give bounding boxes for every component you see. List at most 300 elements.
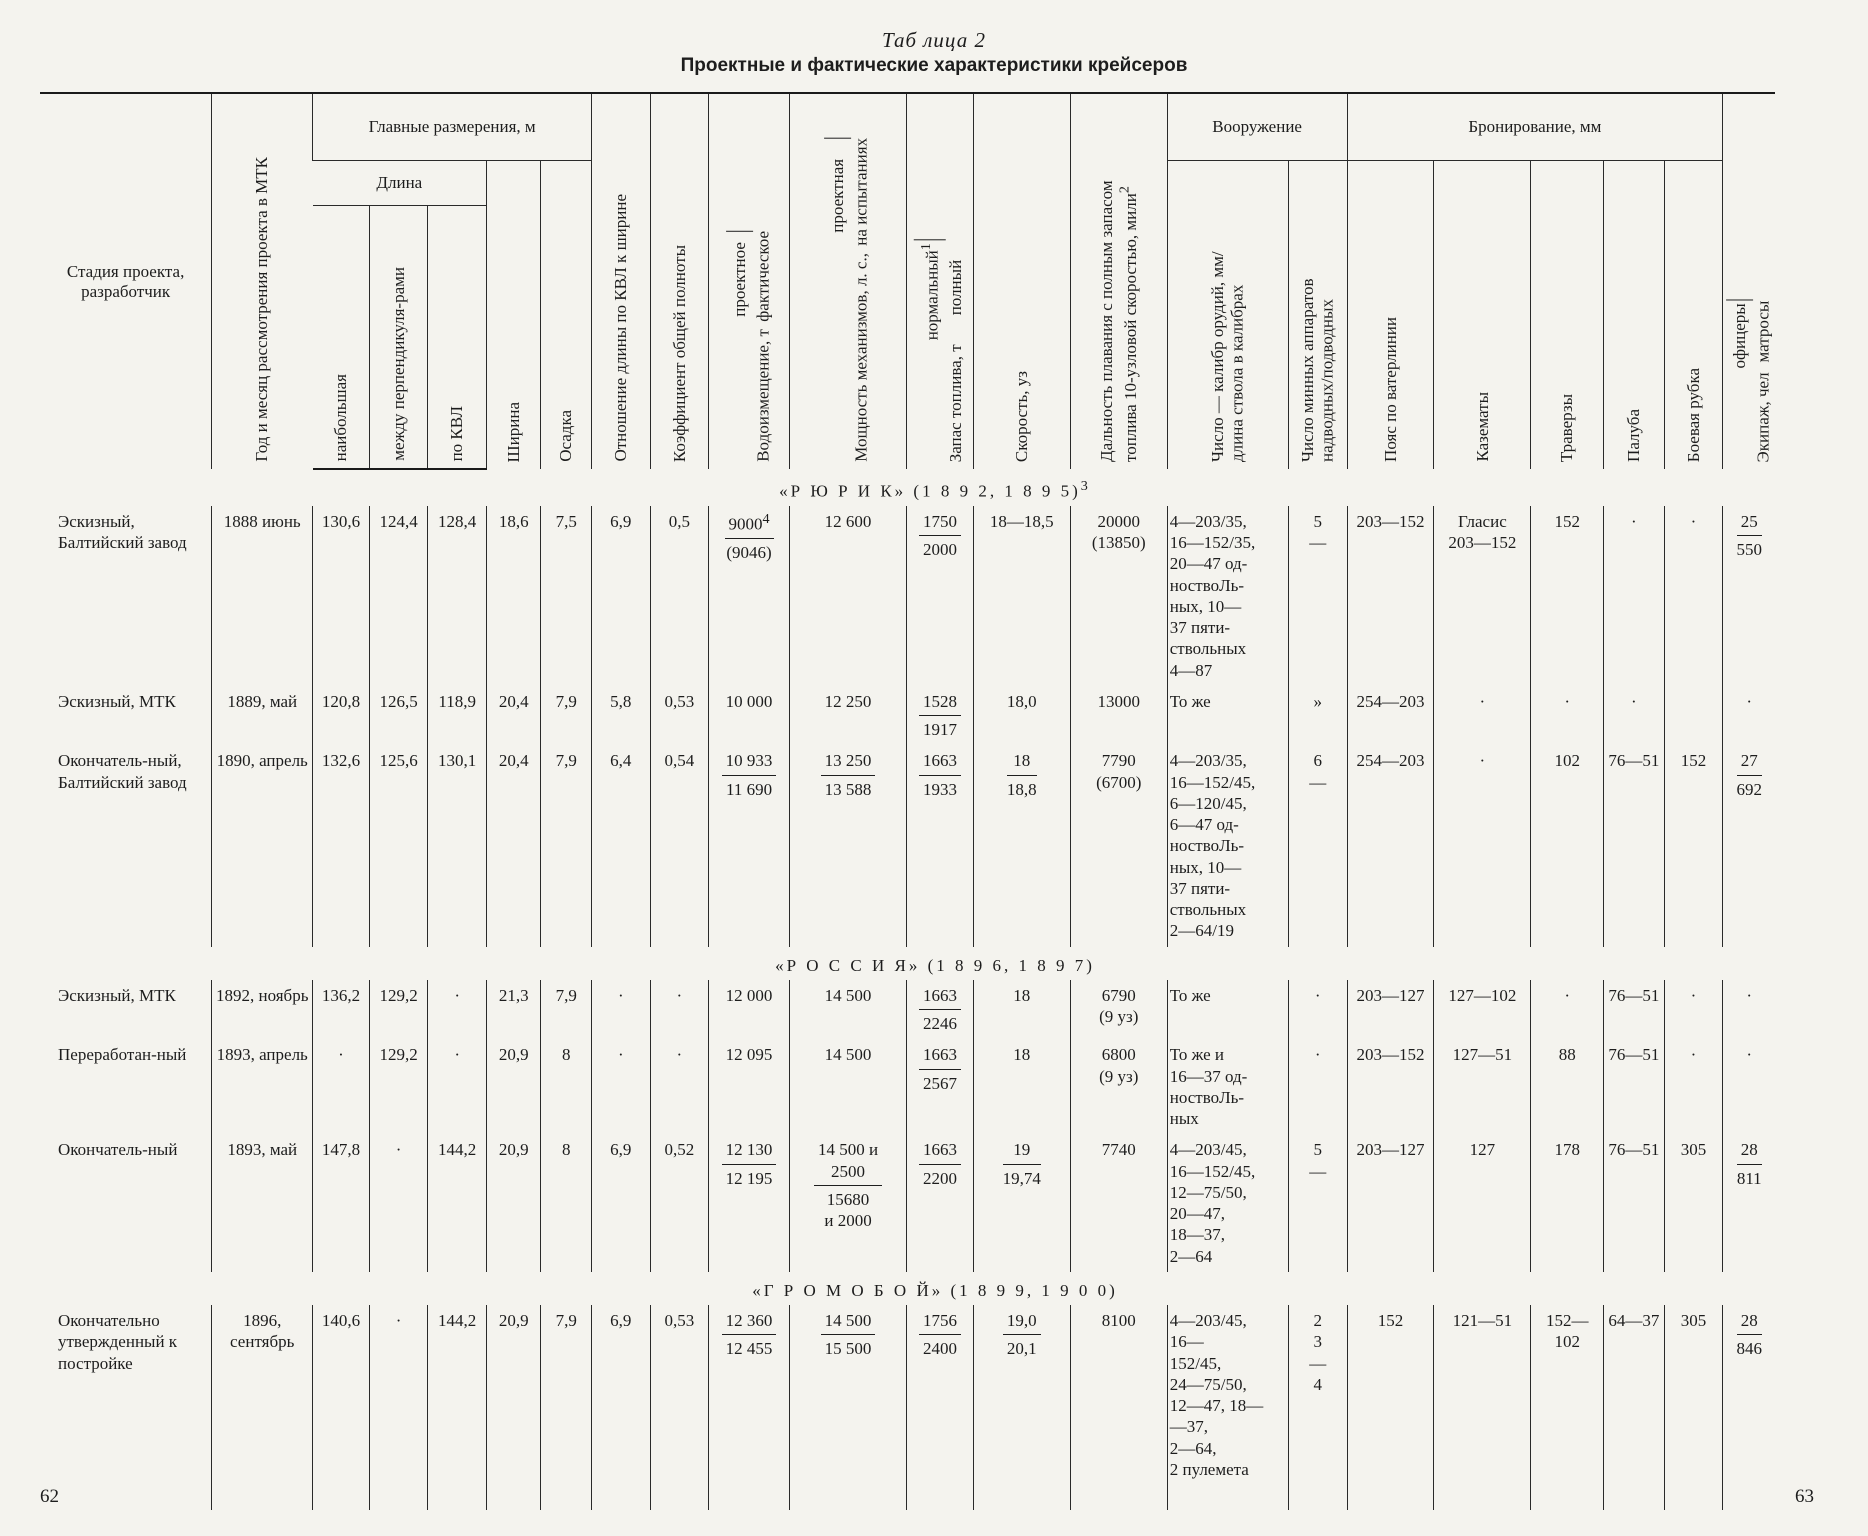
lkvl: · (454, 985, 460, 1005)
header-draft: Осадка (541, 161, 592, 470)
section-title (40, 1272, 1830, 1305)
data-table-container (40, 92, 1830, 1479)
coef-cell (650, 1039, 709, 1134)
lmax-cell (313, 980, 370, 1040)
displacement-cell (709, 686, 790, 746)
fuel-denominator (919, 536, 961, 560)
casemates: · (1479, 751, 1486, 771)
ratio: · (617, 985, 624, 1005)
speed-cell (973, 506, 1070, 686)
displacement-cell (709, 1134, 790, 1272)
power-value: 14 500 (824, 1311, 872, 1331)
lkvl-cell (428, 1134, 487, 1272)
speed-cell (973, 686, 1070, 746)
header-armament: Вооружение (1167, 93, 1347, 161)
lmax: 147,8 (321, 1140, 361, 1160)
fuel-value: 1750 (922, 511, 957, 531)
ratio: 6,9 (610, 511, 632, 531)
beam: 20,9 (498, 1311, 529, 1331)
lkvl: 130,1 (438, 751, 477, 771)
footnote-mark: 3 (1080, 478, 1091, 494)
guns: 4—203/45, 16—152/45, 12—75/50, 20—47, 18—37, 2—64 (1169, 1140, 1256, 1266)
deck: · (1631, 511, 1637, 531)
belt-cell (1347, 1305, 1434, 1510)
torpedo-cell (1288, 1305, 1347, 1510)
header-stage: Стадия проекта, разработчик (40, 93, 212, 469)
deck: 76—51 (1608, 985, 1660, 1005)
speed-cell (973, 745, 1070, 946)
header-deck: Палуба (1604, 161, 1665, 470)
lkvl-cell (428, 1039, 487, 1134)
lpp-cell (369, 980, 428, 1040)
fuel-value: 1663 (922, 751, 957, 771)
fuel-numerator (919, 1139, 961, 1164)
range-cell (1070, 686, 1167, 746)
speed-value: 18 (1013, 985, 1031, 1005)
lkvl: 118,9 (438, 691, 476, 711)
header-length-kvl: по КВЛ (428, 206, 487, 470)
power-cell (789, 686, 906, 746)
draft-cell (541, 1134, 592, 1272)
displacement-denominator (725, 539, 774, 563)
lpp-cell (369, 745, 428, 946)
power-value: 15680 и 2000 (824, 1189, 872, 1231)
belt: 254—203 (1356, 691, 1425, 711)
table-row (40, 686, 1830, 746)
table-caption: Таб лица 2 (882, 28, 986, 52)
ratio: · (617, 1045, 624, 1065)
power-value: 14 500 (824, 985, 872, 1005)
torpedo: » (1313, 691, 1322, 711)
speed-value: 19,0 (1006, 1311, 1037, 1331)
beam-cell (486, 1305, 541, 1510)
table-title-block (0, 28, 1868, 77)
crew-fraction (1737, 1139, 1762, 1189)
range-cell (1070, 980, 1167, 1040)
torpedo: — (1309, 533, 1327, 553)
range-value: 6790 (1101, 985, 1136, 1005)
crew-value: 28 (1740, 1140, 1758, 1160)
crew-cell (1723, 1134, 1776, 1272)
displacement-denominator (722, 1165, 777, 1189)
guns-cell (1167, 506, 1288, 686)
lkvl-cell (428, 1305, 487, 1510)
fuel-value: 2000 (922, 540, 957, 560)
fuel-value: 2400 (922, 1339, 957, 1359)
stage: Эскизный, МТК (58, 985, 176, 1005)
power-value: 12 250 (824, 691, 872, 711)
lmax: 120,8 (321, 691, 361, 711)
speed-cell (973, 1039, 1070, 1134)
displacement-fraction (722, 750, 777, 800)
lkvl-cell (428, 506, 487, 686)
section-row (40, 947, 1830, 980)
fuel-value: 1663 (922, 1045, 957, 1065)
traverses: · (1564, 985, 1571, 1005)
stage-cell (40, 1305, 212, 1510)
fuel-fraction (919, 1310, 961, 1360)
draft-cell (541, 506, 592, 686)
torpedo-cell (1288, 506, 1347, 686)
lmax: 130,6 (321, 511, 361, 531)
crew-cell (1723, 686, 1776, 746)
fuel-numerator (919, 1044, 961, 1069)
fuel-numerator (919, 985, 961, 1010)
table-row (40, 1039, 1830, 1134)
conning-cell (1664, 1305, 1723, 1510)
beam: 20,4 (498, 751, 529, 771)
year: 1893, апрель (216, 1045, 308, 1065)
stage: Окончатель-ный, Балтийский завод (58, 751, 187, 792)
belt-cell (1347, 686, 1434, 746)
displacement-fraction (722, 1310, 777, 1360)
year: 1896, сентябрь (230, 1311, 295, 1352)
speed-value: 20,1 (1006, 1339, 1037, 1359)
stage-cell (40, 980, 212, 1040)
fuel-cell (907, 980, 974, 1040)
range-cell (1070, 1039, 1167, 1134)
lkvl-cell (428, 686, 487, 746)
torpedo: 6 (1313, 751, 1322, 771)
torpedo: 4 (1313, 1374, 1322, 1394)
crew-value: 692 (1736, 779, 1762, 799)
displacement-numerator (722, 1139, 777, 1164)
torpedo-cell (1288, 980, 1347, 1040)
casemates: 127—102 (1448, 985, 1517, 1005)
power-cell (789, 506, 906, 686)
ratio: 5,8 (610, 691, 632, 711)
header-block-coef: Коэффициент общей полноты (650, 93, 709, 469)
displacement-numerator (725, 511, 774, 539)
range-value: 20000 (1097, 511, 1140, 531)
fuel-value: 1663 (922, 1140, 957, 1160)
displacement-fraction (722, 1139, 777, 1189)
header-main-dims: Главные размерения, м (313, 93, 592, 161)
deck: 64—37 (1608, 1311, 1660, 1331)
power-numerator (814, 1139, 882, 1186)
speed-numerator (1007, 750, 1037, 775)
power-cell (789, 1134, 906, 1272)
speed-fraction (1003, 1139, 1041, 1189)
belt-cell (1347, 506, 1434, 686)
fuel-denominator (919, 1335, 961, 1359)
deck: 76—51 (1608, 751, 1660, 771)
displacement-value: 10 933 (725, 751, 773, 771)
coef-cell (650, 686, 709, 746)
traverses: 102 (1554, 751, 1580, 771)
displacement-denominator (722, 776, 777, 800)
speed-numerator (1003, 1310, 1041, 1335)
coef-cell (650, 980, 709, 1040)
guns-cell (1167, 745, 1288, 946)
lmax-cell (313, 1305, 370, 1510)
torpedo-cell (1288, 745, 1347, 946)
year-cell (212, 506, 313, 686)
beam: 21,3 (498, 985, 529, 1005)
coef: · (676, 1045, 683, 1065)
crew-numerator (1737, 511, 1763, 536)
crew-fraction (1737, 1310, 1763, 1360)
beam-cell (486, 745, 541, 946)
fuel-numerator (919, 750, 961, 775)
lpp-cell (369, 686, 428, 746)
ratio-cell (592, 980, 651, 1040)
lpp: 124,4 (379, 511, 418, 531)
fuel-fraction (919, 511, 961, 561)
ratio-cell (592, 745, 651, 946)
fuel-numerator (919, 511, 961, 536)
stage-cell (40, 506, 212, 686)
draft: 7,9 (555, 691, 577, 711)
lpp: · (395, 1140, 402, 1160)
header-casemates: Казематы (1434, 161, 1531, 470)
coef: 0,53 (664, 1311, 695, 1331)
lpp-cell (369, 1039, 428, 1134)
fuel-value: 2246 (922, 1014, 957, 1034)
year: 1893, май (227, 1140, 298, 1160)
crew-value: 28 (1740, 1311, 1758, 1331)
power-fraction (821, 1310, 876, 1360)
fuel-fraction (919, 1139, 961, 1189)
stage-cell (40, 686, 212, 746)
header-traverses: Траверзы (1531, 161, 1604, 470)
table-row (40, 506, 1830, 686)
displacement-value: (9046) (726, 542, 772, 562)
displacement-fraction (725, 511, 774, 563)
casemates: · (1479, 691, 1486, 711)
crew-cell (1723, 506, 1776, 686)
range-cell (1070, 506, 1167, 686)
draft: 8 (561, 1045, 571, 1065)
crew-cell (1723, 1305, 1776, 1510)
guns-cell (1167, 980, 1288, 1040)
fuel-value: 1528 (922, 691, 957, 711)
coef: · (676, 985, 683, 1005)
header-length: Длина (313, 161, 487, 206)
draft: 7,9 (555, 985, 577, 1005)
casemates-cell (1434, 506, 1531, 686)
speed-denominator (1003, 1165, 1041, 1189)
ratio: 6,9 (610, 1140, 632, 1160)
speed-cell (973, 1134, 1070, 1272)
power-denominator (821, 776, 876, 800)
lmax-cell (313, 686, 370, 746)
beam: 18,6 (498, 511, 529, 531)
lkvl: 144,2 (438, 1311, 477, 1331)
header-guns: Число — калибр орудий, мм/длина ствола в калибрах (1167, 161, 1288, 470)
speed-fraction (1003, 1310, 1041, 1360)
fuel-fraction (919, 750, 961, 800)
belt: 254—203 (1356, 751, 1425, 771)
lmax-cell (313, 1039, 370, 1134)
torpedo-cell (1288, 1039, 1347, 1134)
draft: 7,9 (555, 1311, 577, 1331)
power-value: 14 500 и 2500 (817, 1140, 879, 1181)
header-length-max: наибольшая (313, 206, 370, 470)
range-value: (9 уз) (1099, 1066, 1139, 1086)
draft-cell (541, 745, 592, 946)
casemates-cell (1434, 745, 1531, 946)
crew-cell (1723, 745, 1776, 946)
torpedo: 5 (1313, 1140, 1322, 1160)
conning-cell (1664, 686, 1723, 746)
conning: · (1690, 1045, 1697, 1065)
traverses-cell (1531, 686, 1604, 746)
coef: 0,52 (664, 1140, 695, 1160)
traverses: · (1564, 691, 1571, 711)
section-title (40, 469, 1830, 506)
fuel-cell (907, 686, 974, 746)
draft-cell (541, 686, 592, 746)
fuel-value: 1663 (922, 985, 957, 1005)
torpedo: — (1309, 1353, 1327, 1373)
deck-cell (1604, 745, 1665, 946)
fuel-value: 1756 (922, 1311, 957, 1331)
traverses-cell (1531, 745, 1604, 946)
deck-cell (1604, 686, 1665, 746)
crew-denominator (1737, 1335, 1763, 1359)
beam: 20,9 (498, 1140, 529, 1160)
power-fraction (814, 1139, 882, 1231)
casemates: 121—51 (1452, 1311, 1513, 1331)
power-fraction (821, 750, 876, 800)
displacement-cell (709, 1305, 790, 1510)
beam-cell (486, 686, 541, 746)
power-cell (789, 745, 906, 946)
conning-cell (1664, 980, 1723, 1040)
belt-cell (1347, 980, 1434, 1040)
header-fuel: Запас топлива, т нормальный$^1$ полный (907, 93, 974, 469)
lpp-cell (369, 506, 428, 686)
traverses: 178 (1554, 1140, 1580, 1160)
crew-denominator (1737, 1165, 1762, 1189)
coef-cell (650, 506, 709, 686)
draft-cell (541, 1305, 592, 1510)
table-row (40, 1134, 1830, 1272)
cruiser-characteristics-table (40, 92, 1830, 1510)
fuel-denominator (919, 1070, 961, 1094)
fuel-cell (907, 506, 974, 686)
guns: То же (1169, 691, 1211, 711)
speed-numerator (1003, 1139, 1041, 1164)
crew-numerator (1737, 1310, 1763, 1335)
belt-cell (1347, 1039, 1434, 1134)
year-cell (212, 1039, 313, 1134)
crew-denominator (1737, 776, 1763, 800)
deck: · (1631, 691, 1637, 711)
power-denominator (821, 1335, 876, 1359)
range-value: (13850) (1091, 533, 1146, 553)
torpedo: 3 (1313, 1332, 1322, 1352)
guns-cell (1167, 1039, 1288, 1134)
speed-value: 18—18,5 (989, 511, 1054, 531)
deck-cell (1604, 506, 1665, 686)
speed-value: 18 (1013, 751, 1031, 771)
speed-value: 18,8 (1006, 779, 1037, 799)
crew-value: 25 (1740, 511, 1758, 531)
torpedo: · (1314, 985, 1321, 1005)
page-number-left: 62 (40, 1486, 59, 1507)
year-cell (212, 1305, 313, 1510)
power-cell (789, 980, 906, 1040)
crew-denominator (1737, 536, 1763, 560)
crew-fraction (1737, 750, 1763, 800)
lpp: 125,6 (379, 751, 418, 771)
year-cell (212, 980, 313, 1040)
coef: 0,54 (664, 751, 695, 771)
lkvl: 144,2 (438, 1140, 477, 1160)
lkvl: 128,4 (438, 511, 477, 531)
fuel-cell (907, 745, 974, 946)
casemates-cell (1434, 980, 1531, 1040)
lmax: · (338, 1045, 344, 1065)
torpedo: 2 (1313, 1311, 1322, 1331)
guns: То же и 16—37 од- ноствоЛь- ных (1169, 1045, 1248, 1129)
crew-value: · (1746, 691, 1753, 711)
guns-cell (1167, 1305, 1288, 1510)
power-value: 15 500 (824, 1339, 872, 1359)
range-value: 6800 (1101, 1045, 1136, 1065)
displacement-value: 12 095 (725, 1045, 773, 1065)
year-cell (212, 1134, 313, 1272)
traverses-cell (1531, 1134, 1604, 1272)
traverses-cell (1531, 1305, 1604, 1510)
casemates-cell (1434, 686, 1531, 746)
lpp-cell (369, 1134, 428, 1272)
guns: 4—203/45, 16— 152/45, 24—75/50, 12—47, 18— —37, 2—64, 2 пулемета (1169, 1311, 1264, 1479)
torpedo: 5 (1313, 511, 1322, 531)
range-cell (1070, 1305, 1167, 1510)
fuel-fraction (919, 985, 961, 1035)
lpp: 129,2 (379, 985, 418, 1005)
stage-cell (40, 1039, 212, 1134)
fuel-denominator (919, 1165, 961, 1189)
conning: 152 (1680, 751, 1707, 771)
fuel-value: 2200 (922, 1168, 957, 1188)
speed-value: 19 (1013, 1140, 1031, 1160)
speed-denominator (1003, 1335, 1041, 1359)
fuel-cell (907, 1134, 974, 1272)
fuel-denominator (919, 1010, 961, 1034)
crew-numerator (1737, 750, 1763, 775)
deck-cell (1604, 1039, 1665, 1134)
power-numerator (821, 750, 876, 775)
deck: 76—51 (1608, 1140, 1660, 1160)
deck-cell (1604, 1305, 1665, 1510)
crew-value: 846 (1736, 1339, 1762, 1359)
coef-cell (650, 1305, 709, 1510)
year: 1890, апрель (216, 751, 308, 771)
deck: 76—51 (1608, 1045, 1660, 1065)
crew-value: 811 (1736, 1168, 1762, 1188)
header-power: Мощность механизмов, л. с., проектная на испытаниях (789, 93, 906, 469)
belt: 203—127 (1356, 1140, 1425, 1160)
lmax-cell (313, 506, 370, 686)
lpp: 126,5 (379, 691, 418, 711)
draft-cell (541, 1039, 592, 1134)
lmax: 136,2 (321, 985, 361, 1005)
power-numerator (821, 1310, 876, 1335)
fuel-denominator (919, 776, 961, 800)
fuel-value: 1917 (922, 720, 957, 740)
year: 1892, ноябрь (215, 985, 309, 1005)
beam: 20,9 (498, 1045, 529, 1065)
lkvl: · (454, 1045, 460, 1065)
stage: Окончательно утвержденный к постройке (58, 1311, 178, 1373)
table-row (40, 745, 1830, 946)
casemates: 127—51 (1452, 1045, 1513, 1065)
table-body (40, 469, 1830, 1510)
